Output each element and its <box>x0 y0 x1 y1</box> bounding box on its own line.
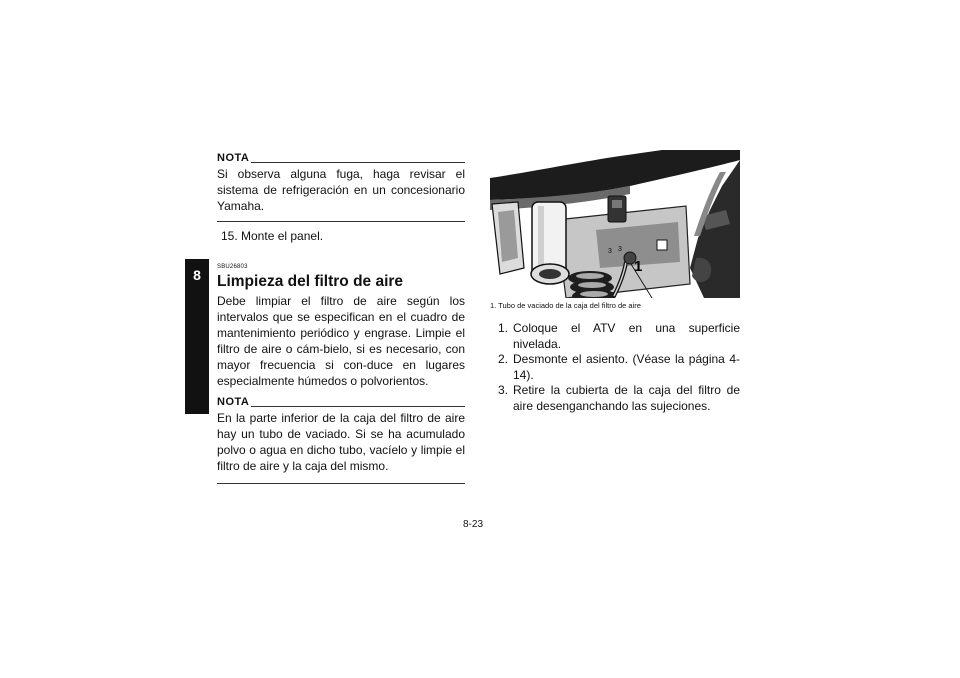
note-text: En la parte inferior de la caja del filtro de aire hay un tubo de vaciado. Si se ha acumulado polvo o agua en dicho tubo, vacíelo y limpie el filtro de aire y la caja del mismo. <box>217 411 465 473</box>
svg-text:3: 3 <box>608 248 612 255</box>
note-rule <box>251 406 465 407</box>
note-label: NOTA <box>217 152 250 164</box>
note-text: Si observa alguna fuga, haga revisar el sistema de refrigeración en un concesionario Yamaha. <box>217 167 465 213</box>
step-number: 3. <box>497 383 508 397</box>
note-label: NOTA <box>217 396 250 408</box>
svg-text:3: 3 <box>618 246 622 253</box>
section-title: Limpieza del filtro de aire <box>217 273 404 290</box>
note-box-2 <box>217 394 465 484</box>
note-header <box>217 394 465 408</box>
note-rule <box>251 162 465 163</box>
air-filter-drain-figure <box>490 150 740 298</box>
note-header <box>217 150 465 164</box>
body-paragraph: Debe limpiar el filtro de aire según los intervalos que se especifican en el cuadro de mantenimiento periódico y engrase. Limpie el filtro de aire o cám-bielo, si es necesario, con mayor frecuencia si con-duce en lugares especialmente húmedos o polvorientos. <box>217 294 465 388</box>
step-text: Desmonte el asiento. (Véase la página 4-14). <box>513 352 740 382</box>
note-bottom-rule <box>217 221 465 222</box>
figure-callout-1: 1 <box>634 258 643 275</box>
figure-caption: 1. Tubo de vaciado de la caja del filtro de aire <box>490 301 641 310</box>
right-column <box>490 150 740 414</box>
note-box-1 <box>217 150 465 222</box>
step-text: Coloque el ATV en una superficie nivelada. <box>513 321 740 351</box>
reference-code: SBU26803 <box>217 264 248 270</box>
left-column <box>217 150 465 484</box>
steps-list <box>490 321 740 414</box>
chapter-number: 8 <box>193 267 201 283</box>
step-number: 1. <box>497 321 508 335</box>
list-item <box>490 321 740 352</box>
step-text: Retire la cubierta de la caja del filtro de aire desenganchando las sujeciones. <box>513 383 740 413</box>
step-15: 15. Monte el panel. <box>221 229 324 243</box>
note-bottom-rule <box>217 483 465 484</box>
page-number: 8-23 <box>463 519 484 530</box>
list-item <box>490 352 740 383</box>
step-number: 2. <box>497 352 508 366</box>
list-item <box>490 383 740 414</box>
chapter-tab <box>185 259 209 414</box>
